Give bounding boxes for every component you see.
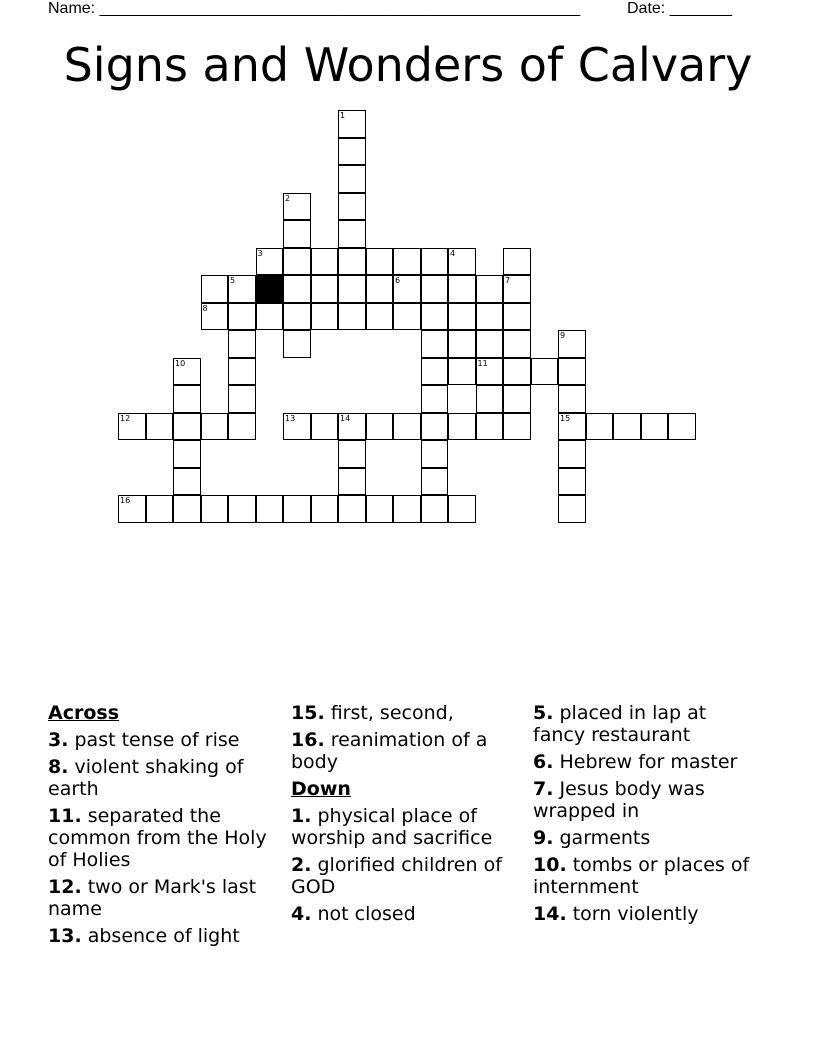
grid-cell[interactable] (256, 248, 284, 276)
grid-cell[interactable] (201, 495, 229, 523)
clue-down-7: 7. Jesus body was wrapped in (533, 778, 705, 822)
grid-cell[interactable] (228, 330, 256, 358)
clue-number: 9 (560, 331, 566, 340)
grid-cell[interactable] (146, 495, 174, 523)
grid-cell[interactable] (448, 303, 476, 331)
grid-cell[interactable] (201, 413, 229, 441)
grid-cell[interactable] (448, 275, 476, 303)
grid-cell[interactable] (476, 413, 504, 441)
grid-cell[interactable] (338, 138, 366, 166)
grid-cell[interactable] (283, 495, 311, 523)
grid-cell[interactable] (393, 413, 421, 441)
down-heading: Down (291, 778, 351, 800)
grid-cell[interactable] (338, 275, 366, 303)
grid-cell[interactable] (338, 248, 366, 276)
grid-cell[interactable] (338, 440, 366, 468)
grid-cell[interactable] (228, 275, 256, 303)
grid-cell[interactable] (228, 495, 256, 523)
grid-cell[interactable] (283, 248, 311, 276)
clue-down-9: 9. garments (533, 827, 651, 849)
clue-down-2: 2. glorified children of GOD (291, 854, 502, 898)
grid-cell[interactable] (228, 413, 256, 441)
clue-number: 1 (340, 111, 346, 120)
grid-cell[interactable] (421, 303, 449, 331)
grid-cell[interactable] (338, 303, 366, 331)
clue-number: 8 (202, 303, 208, 313)
grid-cell[interactable] (421, 330, 449, 358)
grid-cell[interactable] (558, 385, 586, 413)
grid-cell[interactable] (256, 495, 284, 523)
grid-cell[interactable] (613, 413, 641, 441)
grid-cell[interactable] (476, 385, 504, 413)
grid-cell[interactable] (173, 440, 201, 468)
clues-column-1 (48, 702, 278, 952)
grid-cell[interactable] (366, 495, 394, 523)
grid-cell[interactable] (173, 358, 201, 386)
grid-cell[interactable] (558, 330, 586, 358)
grid-cell[interactable] (228, 385, 256, 413)
clue-number: 15 (560, 413, 571, 423)
page-title: Signs and Wonders of Calvary (63, 38, 753, 92)
grid-cell[interactable] (366, 413, 394, 441)
grid-cell[interactable] (558, 468, 586, 496)
clue-across-3: 3. past tense of rise (48, 729, 240, 751)
clue-number: 4 (450, 248, 456, 258)
grid-cell[interactable] (421, 413, 449, 441)
grid-cell[interactable] (338, 220, 366, 248)
grid-cell[interactable] (393, 275, 421, 303)
grid-cell[interactable] (338, 165, 366, 193)
clue-across-13: 13. absence of light (48, 925, 240, 947)
clue-across-8: 8. violent shaking of earth (48, 756, 244, 800)
grid-cell[interactable] (476, 330, 504, 358)
grid-cell[interactable] (448, 413, 476, 441)
clue-across-12: 12. two or Mark's last name (48, 876, 257, 920)
grid-cell[interactable] (393, 495, 421, 523)
clue-number: 7 (505, 276, 511, 285)
clue-across-16: 16. reanimation of a body (291, 729, 488, 773)
grid-cell[interactable] (531, 358, 559, 386)
grid-cell[interactable] (201, 275, 229, 303)
grid-cell[interactable] (311, 495, 339, 523)
grid-cell[interactable] (283, 193, 311, 221)
clues-column-2 (291, 702, 521, 930)
grid-cell[interactable] (503, 413, 531, 441)
grid-cell[interactable] (366, 248, 394, 276)
grid-cell[interactable] (421, 248, 449, 276)
grid-cell[interactable] (448, 358, 476, 386)
grid-cell[interactable] (366, 275, 394, 303)
clues-column-3 (533, 702, 763, 930)
grid-cell[interactable] (476, 303, 504, 331)
grid-cell[interactable] (448, 495, 476, 523)
grid-cell[interactable] (421, 468, 449, 496)
grid-cell[interactable] (338, 110, 366, 138)
grid-cell[interactable] (421, 358, 449, 386)
grid-cell[interactable] (283, 303, 311, 331)
grid-cell[interactable] (283, 220, 311, 248)
grid-cell[interactable] (668, 413, 696, 441)
grid-cell[interactable] (118, 413, 146, 441)
grid-cell[interactable] (283, 413, 311, 441)
grid-cell[interactable] (448, 248, 476, 276)
grid-cell[interactable] (503, 275, 531, 303)
grid-cell[interactable] (393, 248, 421, 276)
grid-cell[interactable] (448, 330, 476, 358)
grid-cell[interactable] (256, 275, 284, 303)
grid-cell[interactable] (338, 495, 366, 523)
grid-cell[interactable] (311, 413, 339, 441)
grid-cell[interactable] (118, 495, 146, 523)
date-field[interactable]: Date: _______ (627, 0, 732, 17)
grid-cell[interactable] (228, 303, 256, 331)
clue-across-15: 15. first, second, (291, 702, 454, 724)
grid-cell[interactable] (311, 248, 339, 276)
grid-cell[interactable] (503, 248, 531, 276)
grid-cell[interactable] (228, 358, 256, 386)
grid-cell[interactable] (503, 358, 531, 386)
clue-number: 13 (285, 413, 296, 423)
grid-cell[interactable] (173, 413, 201, 441)
grid-cell[interactable] (558, 413, 586, 441)
clue-number: 10 (175, 358, 186, 368)
grid-cell[interactable] (558, 440, 586, 468)
grid-cell[interactable] (338, 468, 366, 496)
grid-cell[interactable] (558, 358, 586, 386)
clue-number: 16 (120, 496, 131, 505)
clue-number: 3 (257, 248, 263, 258)
clue-down-1: 1. physical place of worship and sacrifice (291, 805, 493, 849)
grid-cell[interactable] (476, 275, 504, 303)
clue-down-4: 4. not closed (291, 903, 416, 925)
clue-down-10: 10. tombs or places of internment (533, 854, 750, 898)
clue-down-14: 14. torn violently (533, 903, 699, 925)
grid-cell[interactable] (476, 358, 504, 386)
grid-cell[interactable] (146, 413, 174, 441)
grid-cell[interactable] (338, 193, 366, 221)
grid-cell[interactable] (586, 413, 614, 441)
clue-down-5: 5. placed in lap at fancy restaurant (533, 702, 707, 746)
grid-cell[interactable] (421, 495, 449, 523)
clue-down-6: 6. Hebrew for master (533, 751, 738, 773)
grid-cell[interactable] (283, 275, 311, 303)
grid-cell[interactable] (338, 413, 366, 441)
grid-cell[interactable] (311, 275, 339, 303)
grid-cell[interactable] (173, 468, 201, 496)
clue-number: 6 (395, 276, 401, 285)
grid-cell[interactable] (503, 303, 531, 331)
across-heading: Across (48, 702, 120, 724)
grid-cell[interactable] (256, 303, 284, 331)
grid-cell[interactable] (393, 303, 421, 331)
clue-number: 14 (340, 413, 351, 423)
grid-cell[interactable] (173, 495, 201, 523)
clue-across-11: 11. separated the common from the Holy of Holies (48, 805, 267, 871)
name-field[interactable]: Name: ______________________________________________________ (48, 0, 581, 17)
grid-cell[interactable] (503, 330, 531, 358)
grid-cell[interactable] (421, 275, 449, 303)
grid-cell[interactable] (311, 303, 339, 331)
grid-cell[interactable] (173, 385, 201, 413)
grid-cell[interactable] (558, 495, 586, 523)
grid-cell[interactable] (421, 385, 449, 413)
grid-cell[interactable] (366, 303, 394, 331)
clue-number: 2 (285, 193, 291, 203)
grid-cell[interactable] (421, 440, 449, 468)
grid-cell[interactable] (201, 303, 229, 331)
clue-number: 11 (477, 358, 488, 368)
clue-number: 12 (120, 413, 131, 423)
grid-cell[interactable] (641, 413, 669, 441)
grid-cell[interactable] (283, 330, 311, 358)
grid-cell[interactable] (503, 385, 531, 413)
clue-number: 5 (230, 276, 236, 285)
